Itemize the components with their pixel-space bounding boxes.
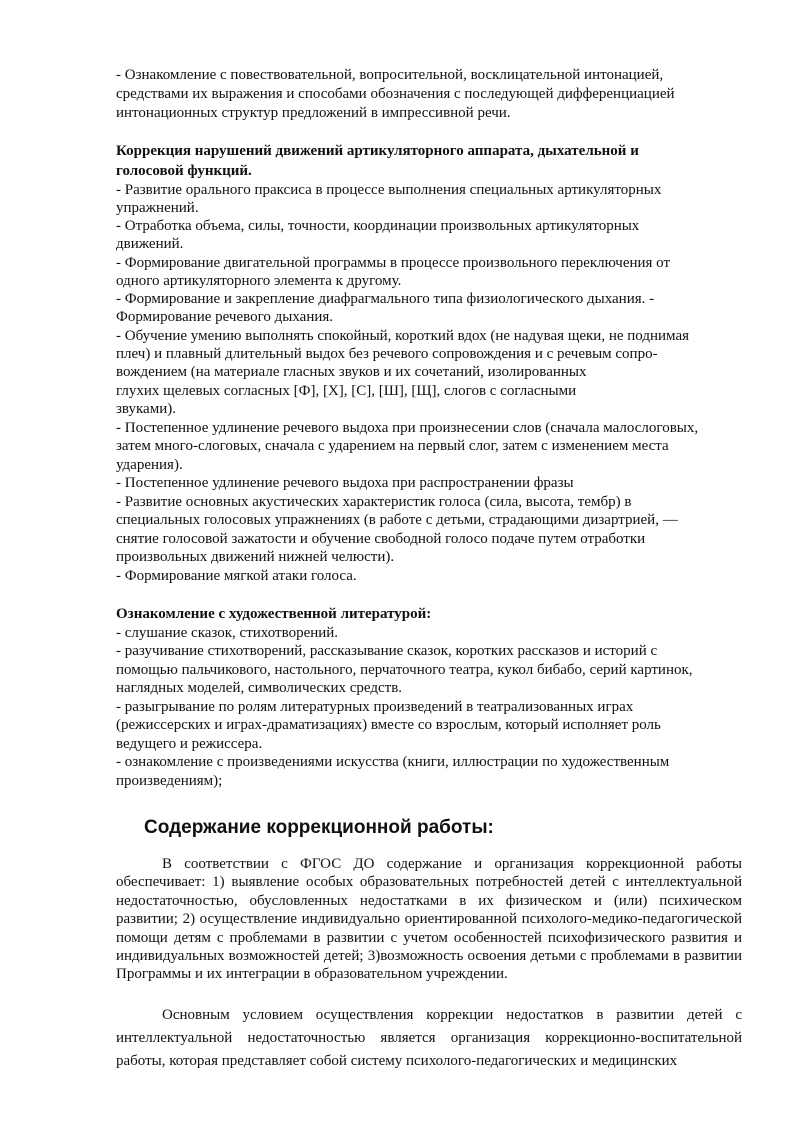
list-line: произведениям); xyxy=(116,773,223,789)
text-line: интонационных структур предложений в импрессивной речи. xyxy=(116,105,511,121)
list-line: - Развитие основных акустических характеристик голоса (сила, высота, тембр) в xyxy=(116,494,632,510)
list-line: глухих щелевых согласных [Ф], [Х], [С], [Ш], [Щ], слогов с согласными xyxy=(116,383,577,399)
list-line: вождением (на материале гласных звуков и их сочетаний, изолированных xyxy=(116,364,587,380)
body-paragraph: Основным условием осуществления коррекции недостатков в развитии детей с интеллектуальной недостаточностью является организация коррекционно-воспитательной работы, которая представляет собой систему психолого-педагогических и медицинских xyxy=(116,1007,742,1069)
text-line: - Ознакомление с повествовательной, вопросительной, восклицательной интонацией, xyxy=(116,67,664,83)
list-line: - Обучение умению выполнять спокойный, короткий вдох (не надувая щеки, не поднимая xyxy=(116,328,690,344)
list-line: наглядных моделей, символических средств. xyxy=(116,680,403,696)
list-line: плеч) и плавный длительный выдох без речевого сопровождения и с речевым сопро- xyxy=(116,346,658,362)
section-heading: Ознакомление с художественной литературой: xyxy=(116,606,432,622)
list-line: - разыгрывание по ролям литературных произведений в театрализованных играх xyxy=(116,699,634,715)
list-line: - Постепенное удлинение речевого выдоха при произнесении слов (сначала малослоговых, xyxy=(116,420,699,436)
list-line: ударения). xyxy=(116,457,183,473)
list-line: - слушание сказок, стихотворений. xyxy=(116,625,339,641)
list-line: Формирование речевого дыхания. xyxy=(116,309,334,325)
list-line: одного артикуляторного элемента к другому. xyxy=(116,273,402,289)
list-line: (режиссерских и играх-драматизациях) вместе со взрослым, который исполняет роль xyxy=(116,717,661,733)
list-line: - Формирование и закрепление диафрагмального типа физиологического дыхания. - xyxy=(116,291,655,307)
list-line: упражнений. xyxy=(116,200,199,216)
text-line: средствами их выражения и способами обозначения с последующей дифференциацией xyxy=(116,86,675,102)
list-line: снятие голосовой зажатости и обучение свободной голосо подаче путем отработки xyxy=(116,531,646,547)
list-line: - ознакомление с произведениями искусства (книги, иллюстрации по художественным xyxy=(116,754,670,770)
list-line: звуками). xyxy=(116,401,176,417)
list-line: - Формирование мягкой атаки голоса. xyxy=(116,568,357,584)
section-title: Содержание коррекционной работы: xyxy=(144,817,494,838)
list-line: - Постепенное удлинение речевого выдоха при распространении фразы xyxy=(116,475,574,491)
list-line: ведущего и режиссера. xyxy=(116,736,263,752)
section-heading: Коррекция нарушений движений артикуляторного аппарата, дыхательной и xyxy=(116,143,639,159)
list-line: - Отработка объема, силы, точности, координации произвольных артикуляторных xyxy=(116,218,640,234)
list-line: затем много-слоговых, сначала с ударением на первый слог, затем с изменением места xyxy=(116,438,669,454)
list-line: движений. xyxy=(116,236,184,252)
list-line: - Развитие орального праксиса в процессе выполнения специальных артикуляторных xyxy=(116,182,662,198)
list-line: - разучивание стихотворений, рассказывание сказок, коротких рассказов и историй с xyxy=(116,643,658,659)
body-paragraph: В соответствии с ФГОС ДО содержание и организация коррекционной работы обеспечивает: 1) выявление особых образовательных потребностей детей с интеллектуальной недостаточностью, обусловленных недостатками в их физическом и (или) психическом развитии; 2) осуществление индивидуально ориентированной психолого-медико-педагогической помощи детям с проблемами в развитии с учетом особенностей психофизического развития и индивидуальных возможностей детей; 3)возможность освоения детьми с проблемами в развитии Программы и их интеграции в образовательном учреждении. xyxy=(116,856,742,983)
list-line: произвольных движений нижней челюсти). xyxy=(116,549,395,565)
list-line: помощью пальчикового, настольного, перчаточного театра, кукол бибабо, серий картинок, xyxy=(116,662,693,678)
list-line: специальных голосовых упражнениях (в работе с детьми, страдающими дизартрией, — xyxy=(116,512,678,528)
section-heading: голосовой функций. xyxy=(116,163,252,179)
list-line: - Формирование двигательной программы в процессе произвольного переключения от xyxy=(116,255,671,271)
